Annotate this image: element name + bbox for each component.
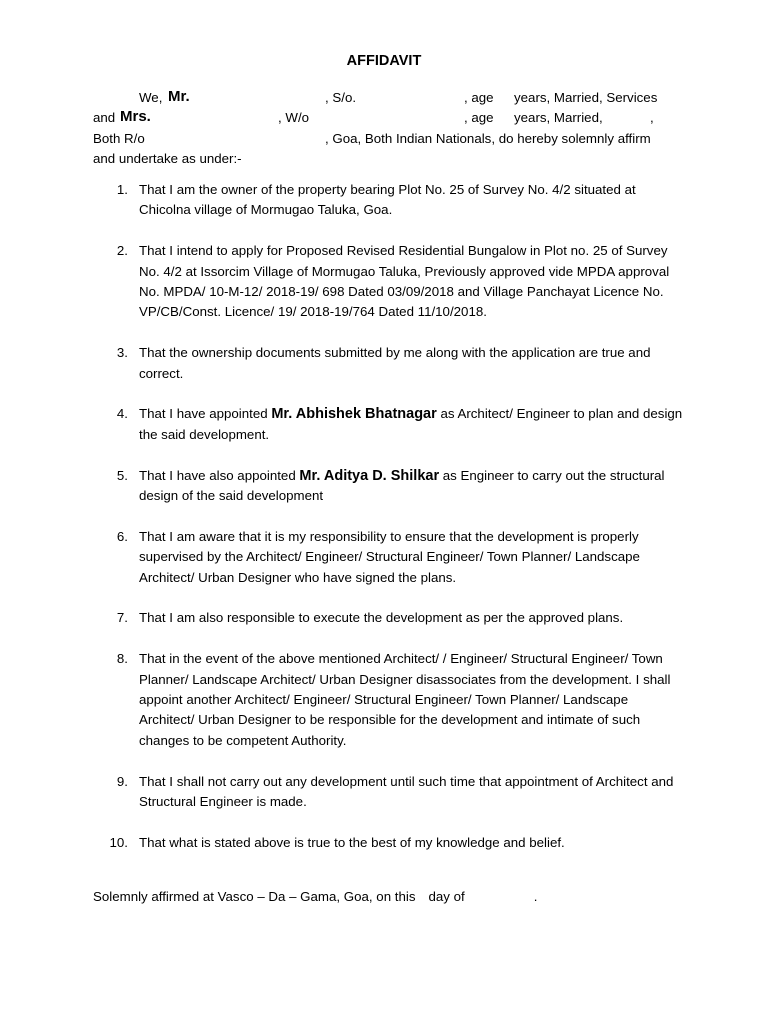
item-text: That what is stated above is true to the best of my knowledge and belief. bbox=[139, 834, 565, 850]
list-item bbox=[93, 649, 683, 751]
item-text: That I intend to apply for Proposed Revised Residential Bungalow in Plot no. 25 of Survey No. 4/2 at Issorcim Village of Mormugao Taluka, Previously approved vide MPDA approval No. MPDA/ 10-M-12/ 2018-19/ 698 Dated 03/09/2018 and Village Panchayat Licence No. VP/CB/Const. Licence/ 19/ 2018-19/764 Dated 11/10/2018. bbox=[139, 243, 670, 320]
item-text: That I am aware that it is my responsibility to ensure that the development is properly supervised by the Architect/ Engineer/ Structural Engineer/ Town Planner/ Landscape Architect/ Urban Designer who have signed the plans. bbox=[139, 528, 640, 585]
affirmation-line bbox=[93, 887, 537, 907]
intro-wo: , W/o bbox=[278, 110, 310, 126]
item-number: 7. bbox=[116, 610, 128, 626]
intro-mrs: Mrs. bbox=[120, 108, 151, 126]
architect-name: Mr. Abhishek Bhatnagar bbox=[271, 406, 437, 423]
affirmation-end: . bbox=[533, 889, 538, 904]
intro-so: , S/o. bbox=[325, 90, 357, 105]
item-number: 3. bbox=[116, 345, 128, 361]
list-item bbox=[93, 343, 683, 384]
intro-undertake: and undertake as under:- bbox=[93, 150, 242, 166]
item-number: 8. bbox=[116, 651, 128, 667]
item-number: 4. bbox=[116, 406, 128, 422]
intro-line-2 bbox=[93, 108, 683, 128]
item-number: 6. bbox=[116, 528, 128, 544]
item-text-post: as Architect/ Engineer to plan and design the said development. bbox=[139, 406, 683, 442]
item-number: 1. bbox=[116, 182, 128, 197]
item-number: 10. bbox=[109, 834, 128, 850]
intro-age-2: , age bbox=[464, 110, 494, 126]
intro-comma: , bbox=[650, 110, 654, 126]
intro-mr: Mr. bbox=[168, 88, 190, 105]
intro-age-1: , age bbox=[464, 90, 494, 105]
item-text: That in the event of the above mentioned Architect/ / Engineer/ Structural Engineer/ Town Planner/ Landscape Architect/ Urban Designer disassociates from the development. I shall appoint another Architect/ Engineer/ Structural Engineer/ Town Planner/ Landscape Architect/ Urban Designer to be responsible for the development and intimate of such changes to be competent Authority. bbox=[139, 651, 671, 748]
affirmation-day: day of bbox=[428, 889, 465, 904]
undertaking-list bbox=[93, 180, 683, 874]
intro-we: We, bbox=[139, 90, 163, 105]
engineer-name: Mr. Aditya D. Shilkar bbox=[299, 467, 440, 484]
item-text: That I shall not carry out any development until such time that appointment of Architect and Structural Engineer is made. bbox=[139, 773, 674, 810]
item-number: 9. bbox=[116, 773, 128, 789]
intro-rest-3: , Goa, Both Indian Nationals, do hereby solemnly affirm bbox=[325, 130, 651, 146]
list-item bbox=[93, 180, 683, 221]
item-text: That I am also responsible to execute the development as per the approved plans. bbox=[139, 610, 624, 626]
item-text bbox=[139, 406, 682, 441]
list-item bbox=[93, 466, 683, 507]
item-text: That the ownership documents submitted by me along with the application are true and correct. bbox=[139, 345, 651, 381]
list-item bbox=[93, 527, 683, 588]
intro-rest-1: years, Married, Services bbox=[514, 90, 658, 105]
intro-rest-2: years, Married, bbox=[514, 110, 603, 126]
item-number: 2. bbox=[116, 243, 128, 259]
intro-line-4 bbox=[93, 149, 683, 169]
intro-both: Both R/o bbox=[93, 130, 145, 146]
affirmation-text: Solemnly affirmed at Vasco – Da – Gama, Goa, on this bbox=[93, 889, 416, 904]
intro-line-1 bbox=[93, 88, 683, 108]
list-item bbox=[93, 241, 683, 323]
intro-and: and bbox=[93, 110, 116, 126]
intro-line-3 bbox=[93, 129, 683, 149]
document-title: AFFIDAVIT bbox=[346, 53, 422, 69]
list-item bbox=[93, 833, 683, 853]
intro-paragraph bbox=[93, 88, 683, 169]
list-item bbox=[93, 608, 683, 628]
item-text-pre: That I have also appointed bbox=[139, 467, 300, 483]
item-number: 5. bbox=[116, 467, 128, 483]
item-text: That I am the owner of the property bearing Plot No. 25 of Survey No. 4/2 situated at Chicolna village of Mormugao Taluka, Goa. bbox=[139, 182, 636, 218]
list-item bbox=[93, 404, 683, 445]
item-text bbox=[139, 468, 665, 503]
list-item bbox=[93, 772, 683, 813]
item-text-pre: That I have appointed bbox=[139, 406, 272, 422]
item-text-post: as Engineer to carry out the structural design of the said development bbox=[139, 467, 665, 504]
